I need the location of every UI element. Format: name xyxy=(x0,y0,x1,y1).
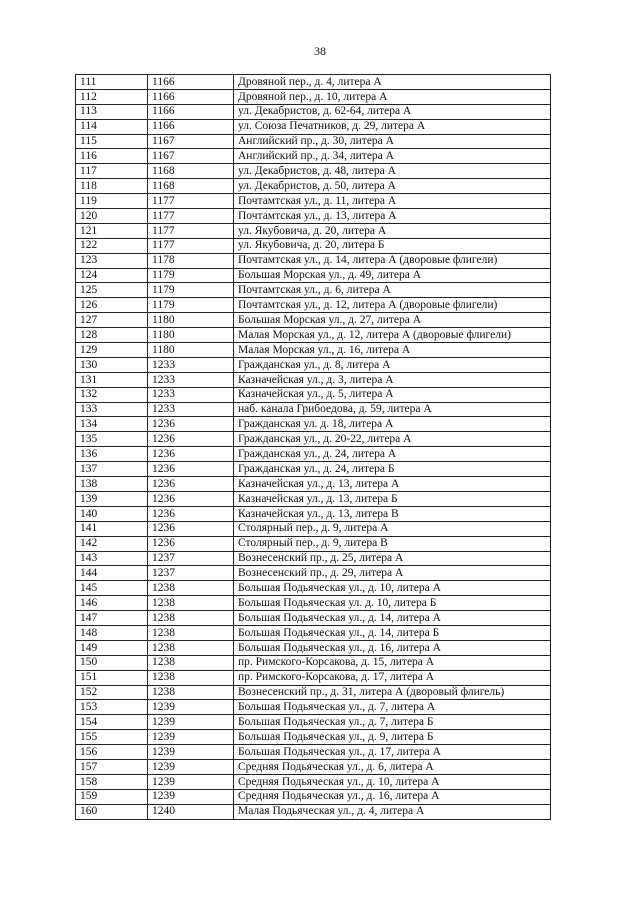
block-code-cell: 1179 xyxy=(148,268,234,283)
table-row xyxy=(76,611,551,626)
table-row xyxy=(76,774,551,789)
address-cell: Большая Подьяческая ул., д. 17, литера А xyxy=(234,745,551,760)
address-cell: ул. Декабристов, д. 62-64, литера А xyxy=(234,104,551,119)
table-row xyxy=(76,491,551,506)
table-row xyxy=(76,432,551,447)
row-number-cell: 158 xyxy=(76,774,148,789)
row-number-cell: 147 xyxy=(76,611,148,626)
row-number-cell: 142 xyxy=(76,536,148,551)
table-row xyxy=(76,670,551,685)
block-code-cell: 1168 xyxy=(148,164,234,179)
row-number-cell: 132 xyxy=(76,387,148,402)
row-number-cell: 113 xyxy=(76,104,148,119)
row-number-cell: 151 xyxy=(76,670,148,685)
block-code-cell: 1180 xyxy=(148,343,234,358)
address-table xyxy=(75,74,551,820)
address-cell: Казначейская ул., д. 13, литера Б xyxy=(234,491,551,506)
table-row xyxy=(76,75,551,90)
block-code-cell: 1166 xyxy=(148,89,234,104)
table-row xyxy=(76,715,551,730)
row-number-cell: 146 xyxy=(76,596,148,611)
table-row xyxy=(76,685,551,700)
row-number-cell: 120 xyxy=(76,209,148,224)
row-number-cell: 141 xyxy=(76,521,148,536)
address-cell: Большая Подьяческая ул., д. 14, литера А xyxy=(234,611,551,626)
row-number-cell: 123 xyxy=(76,253,148,268)
address-cell: Гражданская ул., д. 20-22, литера А xyxy=(234,432,551,447)
table-row xyxy=(76,313,551,328)
row-number-cell: 140 xyxy=(76,506,148,521)
address-cell: Вознесенский пр., д. 31, литера А (дворовый флигель) xyxy=(234,685,551,700)
block-code-cell: 1167 xyxy=(148,134,234,149)
row-number-cell: 149 xyxy=(76,640,148,655)
table-row xyxy=(76,119,551,134)
address-cell: Почтамтская ул., д. 11, литера А xyxy=(234,194,551,209)
block-code-cell: 1237 xyxy=(148,551,234,566)
block-code-cell: 1238 xyxy=(148,640,234,655)
row-number-cell: 143 xyxy=(76,551,148,566)
block-code-cell: 1166 xyxy=(148,104,234,119)
block-code-cell: 1166 xyxy=(148,75,234,90)
block-code-cell: 1233 xyxy=(148,402,234,417)
block-code-cell: 1233 xyxy=(148,357,234,372)
row-number-cell: 155 xyxy=(76,730,148,745)
row-number-cell: 129 xyxy=(76,343,148,358)
block-code-cell: 1177 xyxy=(148,238,234,253)
address-cell: Казначейская ул., д. 13, литера В xyxy=(234,506,551,521)
page-number: 38 xyxy=(314,44,326,58)
table-row xyxy=(76,745,551,760)
address-cell: ул. Союза Печатников, д. 29, литера А xyxy=(234,119,551,134)
row-number-cell: 148 xyxy=(76,625,148,640)
block-code-cell: 1236 xyxy=(148,417,234,432)
block-code-cell: 1239 xyxy=(148,700,234,715)
block-code-cell: 1238 xyxy=(148,625,234,640)
address-cell: Казначейская ул., д. 5, литера А xyxy=(234,387,551,402)
row-number-cell: 135 xyxy=(76,432,148,447)
address-cell: наб. канала Грибоедова, д. 59, литера А xyxy=(234,402,551,417)
block-code-cell: 1233 xyxy=(148,372,234,387)
block-code-cell: 1236 xyxy=(148,521,234,536)
row-number-cell: 156 xyxy=(76,745,148,760)
row-number-cell: 154 xyxy=(76,715,148,730)
address-cell: Столярный пер., д. 9, литера В xyxy=(234,536,551,551)
table-row xyxy=(76,328,551,343)
address-cell: ул. Декабристов, д. 50, литера А xyxy=(234,179,551,194)
address-cell: Большая Подьяческая ул., д. 14, литера Б xyxy=(234,625,551,640)
address-cell: Малая Подьяческая ул., д. 4, литера А xyxy=(234,804,551,819)
address-cell: Казначейская ул., д. 13, литера А xyxy=(234,477,551,492)
table-row xyxy=(76,477,551,492)
table-row xyxy=(76,640,551,655)
row-number-cell: 122 xyxy=(76,238,148,253)
table-row xyxy=(76,238,551,253)
table-row xyxy=(76,209,551,224)
table-row xyxy=(76,343,551,358)
address-cell: Почтамтская ул., д. 14, литера А (дворовые флигели) xyxy=(234,253,551,268)
table-row xyxy=(76,179,551,194)
address-cell: Средняя Подьяческая ул., д. 10, литера А xyxy=(234,774,551,789)
block-code-cell: 1180 xyxy=(148,313,234,328)
row-number-cell: 127 xyxy=(76,313,148,328)
row-number-cell: 116 xyxy=(76,149,148,164)
address-cell: Средняя Подьяческая ул., д. 16, литера А xyxy=(234,789,551,804)
row-number-cell: 121 xyxy=(76,223,148,238)
row-number-cell: 136 xyxy=(76,447,148,462)
address-cell: ул. Декабристов, д. 48, литера А xyxy=(234,164,551,179)
table-row xyxy=(76,804,551,819)
address-cell: Большая Подьяческая ул. д. 10, литера Б xyxy=(234,596,551,611)
block-code-cell: 1238 xyxy=(148,596,234,611)
address-cell: Малая Морская ул., д. 16, литера А xyxy=(234,343,551,358)
table-row xyxy=(76,134,551,149)
row-number-cell: 157 xyxy=(76,759,148,774)
block-code-cell: 1180 xyxy=(148,328,234,343)
block-code-cell: 1238 xyxy=(148,655,234,670)
table-row xyxy=(76,164,551,179)
table-row xyxy=(76,759,551,774)
address-cell: пр. Римского-Корсакова, д. 17, литера А xyxy=(234,670,551,685)
address-cell: Гражданская ул., д. 24, литера А xyxy=(234,447,551,462)
row-number-cell: 150 xyxy=(76,655,148,670)
address-cell: Средняя Подьяческая ул., д. 6, литера А xyxy=(234,759,551,774)
block-code-cell: 1168 xyxy=(148,179,234,194)
block-code-cell: 1177 xyxy=(148,209,234,224)
block-code-cell: 1236 xyxy=(148,462,234,477)
address-cell: Дровяной пер., д. 10, литера А xyxy=(234,89,551,104)
table-row xyxy=(76,357,551,372)
address-cell: Казначейская ул., д. 3, литера А xyxy=(234,372,551,387)
block-code-cell: 1238 xyxy=(148,611,234,626)
row-number-cell: 115 xyxy=(76,134,148,149)
address-cell: Почтамтская ул., д. 12, литера А (дворовые флигели) xyxy=(234,298,551,313)
row-number-cell: 118 xyxy=(76,179,148,194)
row-number-cell: 119 xyxy=(76,194,148,209)
table-row xyxy=(76,789,551,804)
table-row xyxy=(76,596,551,611)
row-number-cell: 126 xyxy=(76,298,148,313)
table-row xyxy=(76,581,551,596)
address-cell: Большая Подьяческая ул., д. 7, литера Б xyxy=(234,715,551,730)
row-number-cell: 131 xyxy=(76,372,148,387)
address-cell: Большая Морская ул., д. 49, литера А xyxy=(234,268,551,283)
table-body xyxy=(76,75,551,820)
row-number-cell: 128 xyxy=(76,328,148,343)
table-row xyxy=(76,268,551,283)
table-row xyxy=(76,283,551,298)
address-cell: Вознесенский пр., д. 29, литера А xyxy=(234,566,551,581)
address-cell: ул. Якубовича, д. 20, литера А xyxy=(234,223,551,238)
address-cell: ул. Якубовича, д. 20, литера Б xyxy=(234,238,551,253)
block-code-cell: 1179 xyxy=(148,283,234,298)
block-code-cell: 1239 xyxy=(148,759,234,774)
table-row xyxy=(76,387,551,402)
block-code-cell: 1178 xyxy=(148,253,234,268)
block-code-cell: 1236 xyxy=(148,491,234,506)
address-cell: Английский пр., д. 34, литера А xyxy=(234,149,551,164)
block-code-cell: 1236 xyxy=(148,432,234,447)
table-row xyxy=(76,372,551,387)
address-cell: Почтамтская ул., д. 6, литера А xyxy=(234,283,551,298)
table-row xyxy=(76,700,551,715)
table-row xyxy=(76,298,551,313)
address-cell: Вознесенский пр., д. 25, литера А xyxy=(234,551,551,566)
table-row xyxy=(76,417,551,432)
address-cell: Большая Подьяческая ул., д. 7, литера А xyxy=(234,700,551,715)
table-row xyxy=(76,625,551,640)
block-code-cell: 1236 xyxy=(148,506,234,521)
block-code-cell: 1239 xyxy=(148,774,234,789)
table-row xyxy=(76,149,551,164)
address-cell: Столярный пер., д. 9, литера А xyxy=(234,521,551,536)
row-number-cell: 111 xyxy=(76,75,148,90)
address-cell: Гражданская ул. д. 18, литера А xyxy=(234,417,551,432)
row-number-cell: 160 xyxy=(76,804,148,819)
address-cell: Большая Подьяческая ул., д. 16, литера А xyxy=(234,640,551,655)
row-number-cell: 152 xyxy=(76,685,148,700)
block-code-cell: 1236 xyxy=(148,447,234,462)
block-code-cell: 1177 xyxy=(148,194,234,209)
table-row xyxy=(76,402,551,417)
row-number-cell: 112 xyxy=(76,89,148,104)
row-number-cell: 117 xyxy=(76,164,148,179)
row-number-cell: 124 xyxy=(76,268,148,283)
row-number-cell: 139 xyxy=(76,491,148,506)
block-code-cell: 1238 xyxy=(148,685,234,700)
table-row xyxy=(76,730,551,745)
block-code-cell: 1237 xyxy=(148,566,234,581)
row-number-cell: 125 xyxy=(76,283,148,298)
block-code-cell: 1239 xyxy=(148,745,234,760)
table-row xyxy=(76,447,551,462)
block-code-cell: 1236 xyxy=(148,536,234,551)
block-code-cell: 1239 xyxy=(148,789,234,804)
table-row xyxy=(76,253,551,268)
block-code-cell: 1238 xyxy=(148,581,234,596)
table-row xyxy=(76,536,551,551)
address-cell: Английский пр., д. 30, литера А xyxy=(234,134,551,149)
row-number-cell: 133 xyxy=(76,402,148,417)
row-number-cell: 153 xyxy=(76,700,148,715)
address-cell: Большая Подьяческая ул., д. 9, литера Б xyxy=(234,730,551,745)
address-cell: Большая Подьяческая ул., д. 10, литера А xyxy=(234,581,551,596)
table-row xyxy=(76,194,551,209)
table-row xyxy=(76,223,551,238)
table-row xyxy=(76,89,551,104)
block-code-cell: 1239 xyxy=(148,715,234,730)
table-row xyxy=(76,506,551,521)
address-cell: Дровяной пер., д. 4, литера А xyxy=(234,75,551,90)
table-row xyxy=(76,104,551,119)
block-code-cell: 1167 xyxy=(148,149,234,164)
table-row xyxy=(76,566,551,581)
row-number-cell: 144 xyxy=(76,566,148,581)
address-cell: пр. Римского-Корсакова, д. 15, литера А xyxy=(234,655,551,670)
row-number-cell: 145 xyxy=(76,581,148,596)
address-cell: Почтамтская ул., д. 13, литера А xyxy=(234,209,551,224)
table-row xyxy=(76,462,551,477)
row-number-cell: 130 xyxy=(76,357,148,372)
block-code-cell: 1166 xyxy=(148,119,234,134)
block-code-cell: 1177 xyxy=(148,223,234,238)
address-cell: Гражданская ул., д. 24, литера Б xyxy=(234,462,551,477)
row-number-cell: 114 xyxy=(76,119,148,134)
row-number-cell: 159 xyxy=(76,789,148,804)
row-number-cell: 137 xyxy=(76,462,148,477)
block-code-cell: 1179 xyxy=(148,298,234,313)
row-number-cell: 134 xyxy=(76,417,148,432)
block-code-cell: 1239 xyxy=(148,730,234,745)
block-code-cell: 1240 xyxy=(148,804,234,819)
table-row xyxy=(76,655,551,670)
address-cell: Гражданская ул., д. 8, литера А xyxy=(234,357,551,372)
address-cell: Большая Морская ул., д. 27, литера А xyxy=(234,313,551,328)
table-row xyxy=(76,551,551,566)
block-code-cell: 1236 xyxy=(148,477,234,492)
address-cell: Малая Морская ул., д. 12, литера А (дворовые флигели) xyxy=(234,328,551,343)
block-code-cell: 1238 xyxy=(148,670,234,685)
table-row xyxy=(76,521,551,536)
row-number-cell: 138 xyxy=(76,477,148,492)
block-code-cell: 1233 xyxy=(148,387,234,402)
